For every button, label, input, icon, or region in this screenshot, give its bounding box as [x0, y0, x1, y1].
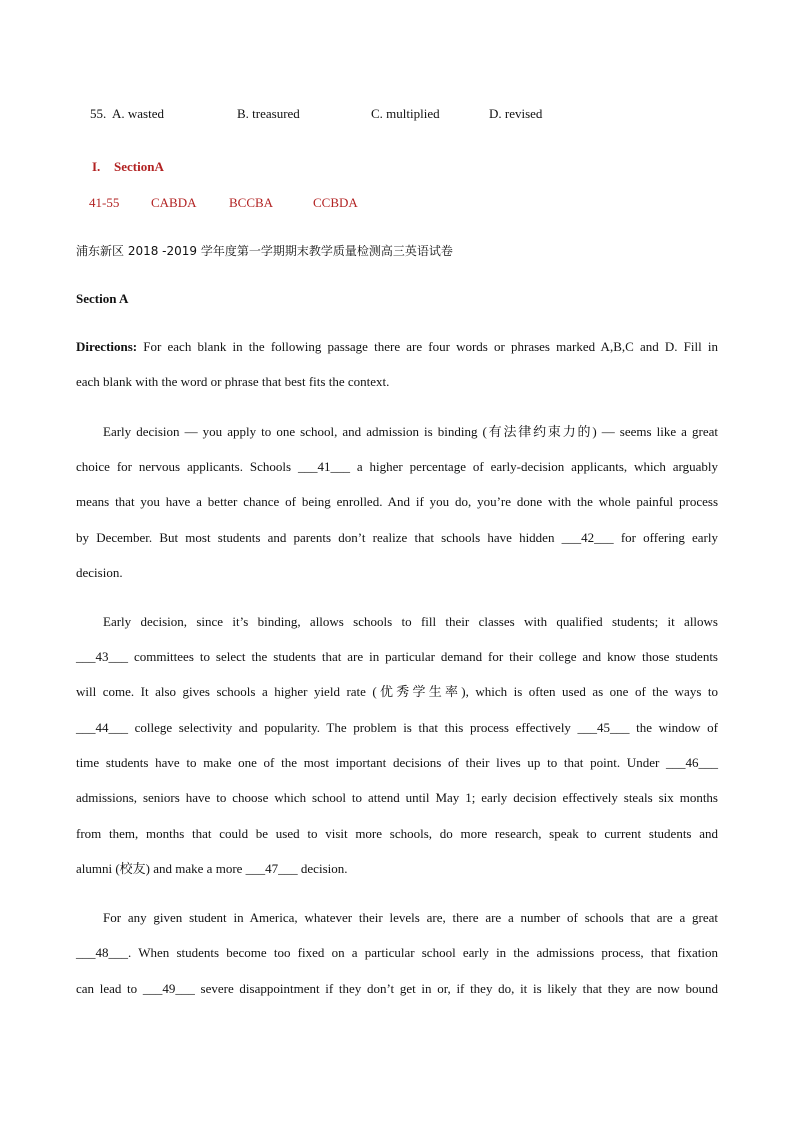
section-label: Section A	[76, 291, 129, 306]
option-b: B. treasured	[237, 106, 300, 121]
option-d: D. revised	[489, 106, 543, 121]
passage-p2-line-2: ___43___ committees to select the students that are in particular demand for their college and know those students	[76, 649, 718, 664]
passage-p1-line-4: by December. But most students and parents don’t realize that schools have hidden ___42___ for offering early	[76, 530, 718, 545]
passage-p1-line-3: means that you have a better chance of being enrolled. And if you do, you’re done with the whole painful process	[76, 494, 718, 509]
passage-p3-line-3: can lead to ___49___ severe disappointment if they don’t get in or, if they do, it is likely that they are now bound	[76, 981, 718, 996]
passage-p1-line-2: choice for nervous applicants. Schools ___41___ a higher percentage of early-decision applicants, which arguably	[76, 459, 718, 474]
passage-p3-line-2: ___48___. When students become too fixed on a particular school early in the admissions process, that fixation	[76, 945, 718, 960]
directions-text-1: For each blank in the following passage there are four words or phrases marked A,B,C and D. Fill in	[137, 339, 718, 354]
passage-p1-line-5: decision.	[76, 565, 123, 580]
answer-key-heading: SectionA	[114, 159, 164, 174]
answer-key-group-1: CABDA	[151, 195, 197, 210]
answer-key-roman: I.	[92, 159, 101, 174]
passage-p1-line-1: Early decision — you apply to one school, and admission is binding (有法律约束力的) — seems like a great	[103, 424, 718, 439]
question-55-number: 55.	[90, 106, 107, 121]
passage-p2-line-5: time students have to make one of the most important decisions of their lives up to that point. Under ___46___	[76, 755, 718, 770]
passage-p2-line-3: will come. It also gives schools a higher yield rate (优秀学生率), which is often used as one of the ways to	[76, 684, 718, 699]
passage-p2-line-6: admissions, seniors have to choose which school to attend until May 1; early decision effectively steals six months	[76, 790, 718, 805]
directions-label: Directions:	[76, 339, 138, 354]
directions-line-1	[76, 339, 718, 355]
directions-line-2: each blank with the word or phrase that best fits the context.	[76, 374, 390, 389]
option-a: A. wasted	[112, 106, 164, 121]
answer-key-group-2: BCCBA	[229, 195, 274, 210]
passage-p3-line-1: For any given student in America, whatever their levels are, there are a number of schools that are a great	[103, 910, 718, 925]
passage-p2-line-4: ___44___ college selectivity and popularity. The problem is that this process effectively ___45___ the window of	[76, 720, 718, 735]
answer-key-range: 41-55	[89, 195, 120, 210]
passage-p2-line-1: Early decision, since it’s binding, allows schools to fill their classes with qualified students; it allows	[103, 614, 718, 629]
passage-p2-line-7: from them, months that could be used to visit more schools, do more research, speak to current students and	[76, 826, 718, 841]
passage-p2-line-8: alumni (校友) and make a more ___47___ decision.	[76, 861, 348, 876]
exam-title: 浦东新区 2018 -2019 学年度第一学期期末教学质量检测高三英语试卷	[76, 244, 453, 258]
answer-key-group-3: CCBDA	[313, 195, 358, 210]
option-c: C. multiplied	[371, 106, 440, 121]
